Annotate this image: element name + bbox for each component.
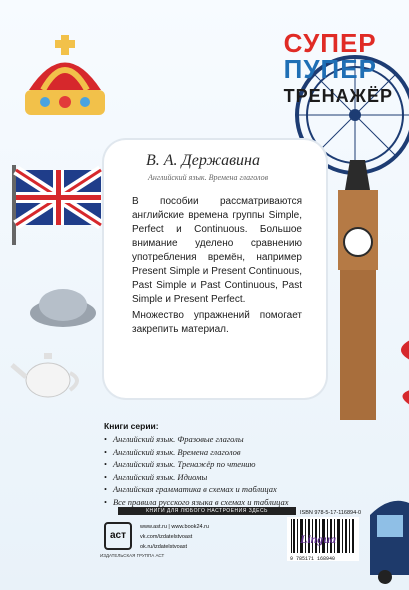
website-link[interactable]: www.ast.ru | www.book24.ru: [140, 524, 209, 530]
series-header: Книги серии:: [104, 421, 159, 431]
umbrella-illustration: [390, 330, 409, 410]
series-item: • Все правила русского языка в схемах и таблицах: [104, 496, 288, 509]
series-item: • Английский язык. Времена глаголов: [104, 446, 288, 459]
series-item: • Английский язык. Идиомы: [104, 471, 288, 484]
author-name: В. А. Державина: [146, 152, 260, 169]
tagline-text: КНИГИ ДЛЯ ЛЮБОГО НАСТРОЕНИЯ ЗДЕСЬ: [146, 508, 268, 514]
book-title: Английский язык. Времена глаголов: [148, 173, 269, 182]
deerstalker-hat-illustration: [25, 283, 100, 333]
publisher-links: [140, 522, 209, 552]
london-taxi-illustration: [365, 495, 409, 585]
lingua-logo: Lingua: [300, 532, 337, 546]
description-paragraph-2: Множество упражнений помогает закрепить материал.: [132, 310, 302, 335]
ast-logo: [104, 522, 132, 550]
union-jack-flag-illustration: [10, 165, 105, 245]
tagline-strip: [118, 507, 296, 515]
series-title: [284, 30, 393, 106]
series-item: • Английский язык. Фразовые глаголы: [104, 433, 288, 446]
teapot-illustration: [10, 345, 85, 400]
series-item: • Английская грамматика в схемах и таблицах: [104, 483, 288, 496]
barcode-digits: 9 785171 168940: [290, 556, 336, 562]
series-title-line-1: СУПЕР: [283, 28, 377, 58]
ok-link[interactable]: ok.ru/izdatelstvoast: [140, 544, 188, 550]
description-paragraph-1: В пособии рассматриваются английские времена группы Simple, Perfect и Continuous. Большое внимание уделено сравнению употребления времён, например Present Simple и Present Continuous, Past Simple и Past Continuous, Past Simple и Present Perfect.: [132, 196, 302, 305]
crown-illustration: [15, 30, 115, 130]
vk-link[interactable]: vk.com/izdatelstvoast: [140, 534, 193, 540]
series-title-line-3: ТРЕНАЖЁР: [283, 86, 393, 106]
series-title-line-2: ПУПЕР: [283, 54, 377, 84]
ast-logo-text: аст: [109, 530, 127, 541]
book-description: [132, 195, 302, 339]
big-ben-illustration: [330, 160, 385, 420]
series-item: • Английский язык. Тренажёр по чтению: [104, 458, 288, 471]
series-list: [104, 433, 288, 508]
isbn: ISBN 978-5-17-116894-0: [300, 510, 362, 516]
publisher-label: ИЗДАТЕЛЬСКАЯ ГРУППА АСТ: [100, 553, 165, 558]
